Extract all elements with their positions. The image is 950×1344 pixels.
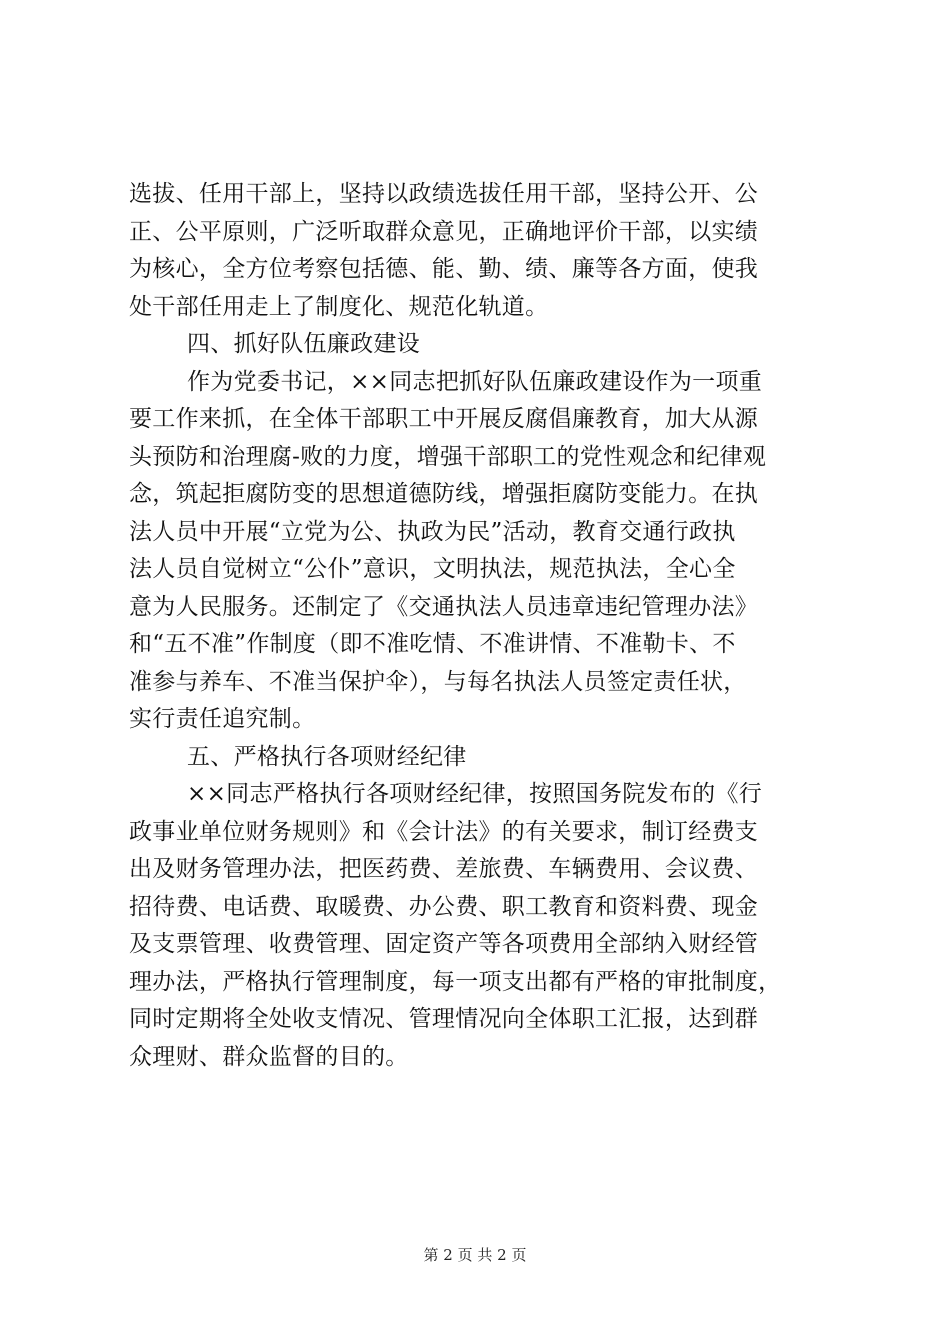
- body-line: ××同志严格执行各项财经纪律，按照国务院发布的《行: [187, 781, 763, 807]
- document-body: [129, 176, 829, 1076]
- section-heading-4: 四、抓好队伍廉政建设: [187, 331, 420, 357]
- body-line: 要工作来抓，在全体干部职工中开展反腐倡廉教育，加大从源: [129, 406, 759, 432]
- page-number-footer: 第 2 页 共 2 页: [423, 1246, 527, 1264]
- body-line: 意为人民服务。还制定了《交通执法人员违章违纪管理办法》: [129, 593, 759, 620]
- body-line: 及支票管理、收费管理、固定资产等各项费用全部纳入财经管: [129, 931, 759, 957]
- body-line: 众理财、群众监督的目的。: [129, 1043, 409, 1070]
- body-line: 出及财务管理办法，把医药费、差旅费、车辆费用、会议费、: [129, 856, 759, 882]
- body-line: 实行责任追究制。: [129, 706, 316, 732]
- body-line: 选拔、任用干部上，坚持以政绩选拔任用干部，坚持公开、公: [129, 181, 759, 207]
- body-line: 和“五不准”作制度（即不准吃情、不准讲情、不准勒卡、不: [129, 631, 736, 657]
- body-line: 准参与养车、不准当保护伞），与每名执法人员签定责任状，: [129, 668, 747, 695]
- body-line: 作为党委书记，××同志把抓好队伍廉政建设作为一项重: [187, 368, 763, 395]
- body-line: 念，筑起拒腐防变的思想道德防线，增强拒腐防变能力。在执: [129, 481, 759, 507]
- body-line: 头预防和治理腐-败的力度，增强干部职工的党性观念和纪律观: [129, 443, 767, 470]
- body-line: 处干部任用走上了制度化、规范化轨道。: [129, 293, 549, 320]
- body-line: 招待费、电话费、取暖费、办公费、职工教育和资料费、现金: [129, 893, 759, 920]
- body-line: 法人员中开展“立党为公、执政为民”活动，教育交通行政执: [129, 518, 736, 545]
- body-line: 同时定期将全处收支情况、管理情况向全体职工汇报，达到群: [129, 1006, 759, 1032]
- section-heading-5: 五、严格执行各项财经纪律: [187, 743, 467, 770]
- body-line: 正、公平原则，广泛听取群众意见，正确地评价干部，以实绩: [129, 218, 759, 245]
- body-line: 为核心，全方位考察包括德、能、勤、绩、廉等各方面，使我: [129, 256, 759, 282]
- body-line: 理办法，严格执行管理制度，每一项支出都有严格的审批制度，: [129, 968, 782, 995]
- body-line: 政事业单位财务规则》和《会计法》的有关要求，制订经费支: [129, 818, 759, 845]
- body-line: 法人员自觉树立“公仆”意识，文明执法，规范执法，全心全: [129, 556, 736, 582]
